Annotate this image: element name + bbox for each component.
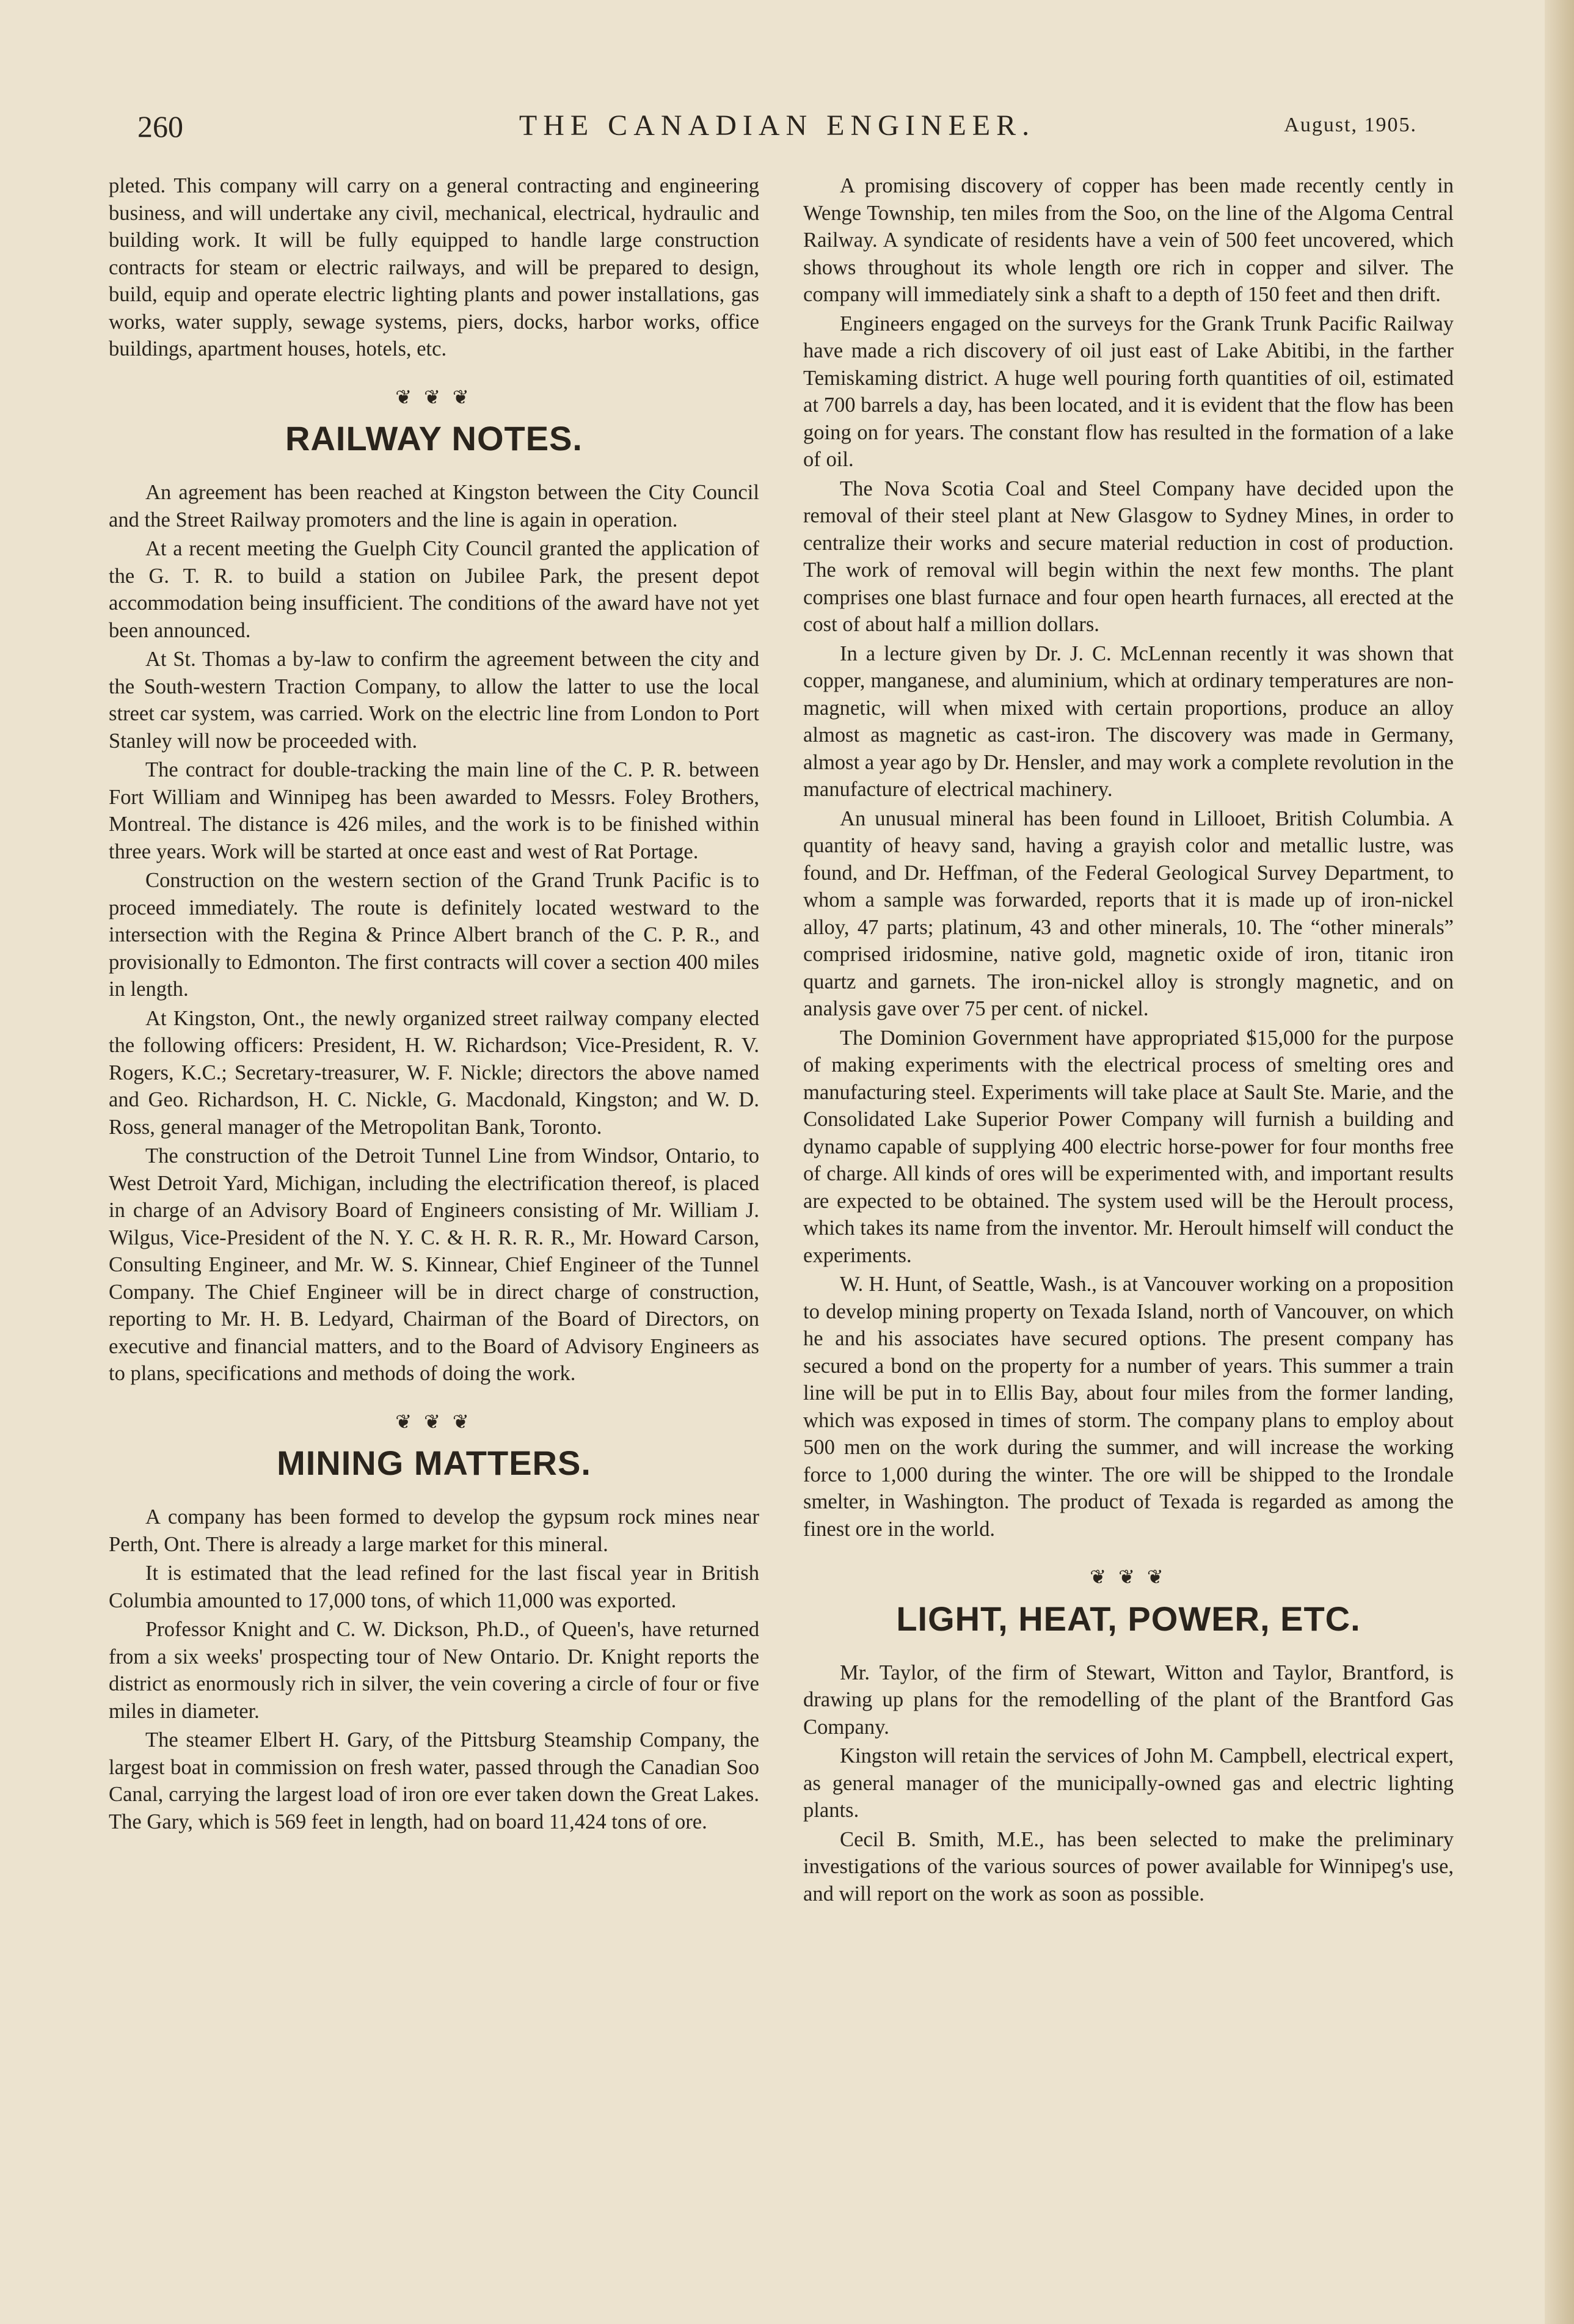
mining-paragraph: W. H. Hunt, of Seattle, Wash., is at Vancouver working on a proposition to develop mining property on Texada Island, north of Vancouver, on which he and his associates have secured options. The present company has secured a bond on the property for a number of years. This summer a train line will be put in to Ellis Bay, about four miles from the former landing, which was exposed in times of storm. The company plans to employ about 500 men on the work during the summer, and will increase the working force to 1,000 during the winter. The ore will be shipped to the Irondale smelter, in Washington. The product of Texada is regarded as among the finest ore in the world. xyxy=(803,1273,1454,1541)
mining-paragraph: The Dominion Government have appropriated $15,000 for the purpose of making experiments with the electrical process of smelting ores and manufacturing steel. Experiments will take place at Sault Ste. Marie, and the Consolidated Lake Superior Power Company will furnish a building and dynamo capable of supplying 400 electric horse-power for four months free of charge. All kinds of ores will be experimented with, and important results are expected to be obtained. The system used will be the Heroult process, which takes its name from the inventor. Mr. Heroult himself will conduct the experiments. xyxy=(803,1026,1454,1267)
railway-paragraph: The contract for double-tracking the main line of the C. P. R. between Fort William and Winnipeg has been awarded to Messrs. Foley Brothers, Montreal. The distance is 426 miles, and the work is to be finished within three years. Work will be started at once east and west of Rat Portage. xyxy=(109,758,759,863)
railway-notes-heading: RAILWAY NOTES. xyxy=(285,419,583,458)
railway-paragraph: Construction on the western section of the Grand Trunk Pacific is to proceed immediately. The route is definitely located westward to the intersection with the Regina & Prince Albert branch of the C. P. R., and provisionally to Edmonton. The first contracts will cover a section 400 miles in length. xyxy=(109,869,759,1001)
mining-paragraph: Engineers engaged on the surveys for the Grank Trunk Pacific Railway have made a rich discovery of oil just east of Lake Abitibi, in the farther Temiskaming district. A huge well pouring forth quantities of oil, estimated at 700 barrels a day, has been located, and it is evident that the flow has been going on for years. The constant flow has resulted in the formation of a lake of oil. xyxy=(803,312,1454,471)
mining-paragraph: The steamer Elbert H. Gary, of the Pittsburg Steamship Company, the largest boat in commission on fresh water, passed through the Canadian Soo Canal, carrying the largest load of iron ore ever taken down the Great Lakes. The Gary, which is 569 feet in length, had on board 11,424 tons of ore. xyxy=(109,1728,759,1833)
light-paragraph: Mr. Taylor, of the firm of Stewart, Witton and Taylor, Brantford, is drawing up plans for the remodelling of the plant of the Brantford Gas Company. xyxy=(803,1661,1454,1739)
journal-title: THE CANADIAN ENGINEER. xyxy=(519,109,1036,142)
railway-paragraph: An agreement has been reached at Kingston between the City Council and the Street Railway promoters and the line is again in operation. xyxy=(109,481,759,532)
issue-date: August, 1905. xyxy=(1284,114,1417,136)
mining-paragraph: In a lecture given by Dr. J. C. McLennan recently it was shown that copper, manganese, and aluminium, which at ordinary temperatures are non-magnetic, will when mixed with certain proportions, produce an alloy almost as magnetic as cast-iron. The discovery was made in Germany, almost a year ago by Dr. Hensler, and may work a complete revolution in the manufacture of electrical machinery. xyxy=(803,641,1454,801)
page-number: 260 xyxy=(137,109,183,144)
mining-paragraph: It is estimated that the lead refined for the last fiscal year in British Columbia amounted to 17,000 tons, of which 11,000 was exported. xyxy=(109,1562,759,1612)
mining-matters-heading: MINING MATTERS. xyxy=(277,1444,591,1482)
mining-paragraph: The Nova Scotia Coal and Steel Company have decided upon the removal of their steel plant at New Glasgow to Sydney Mines, in order to centralize their works and secure material reduction in cost of production. The work of removal will begin within the next few months. The plant comprises one blast furnace and four open hearth furnaces, all erected at the cost of about half a million dollars. xyxy=(803,477,1454,636)
railway-paragraph: At St. Thomas a by-law to confirm the agreement between the city and the South-western Traction Company, to allow the latter to use the local street car system, was carried. Work on the electric line from London to Port Stanley will now be proceeded with. xyxy=(109,648,759,753)
mining-paragraph: Professor Knight and C. W. Dickson, Ph.D., of Queen's, have returned from a six weeks' prospecting tour of New Ontario. Dr. Knight reports the district as enormously rich in silver, the vein covering a circle of four or five miles in diameter. xyxy=(109,1618,759,1723)
light-heat-power-heading: LIGHT, HEAT, POWER, ETC. xyxy=(896,1599,1361,1638)
mining-paragraph: A promising discovery of copper has been made recently cently in Wenge Township, ten miles from the Soo, on the line of the Algoma Central Railway. A syndicate of residents have a vein of 500 feet uncovered, which shows throughout its whole length ore rich in copper and silver. The company will immediately sink a shaft to a depth of 150 feet and then drift. xyxy=(803,174,1454,306)
section-ornament: ❦ ❦ ❦ xyxy=(395,1410,473,1433)
intro-paragraph: pleted. This company will carry on a general contracting and engineering business, and will undertake any civil, mechanical, electrical, hydraulic and building work. It will be fully equipped to handle large construction contracts for steam or electric railways, and will be prepared to design, build, equip and operate electric lighting plants and power installations, gas works, water supply, sewage systems, piers, docks, harbor works, office buildings, apartment houses, hotels, etc. xyxy=(109,174,759,360)
railway-paragraph: At Kingston, Ont., the newly organized street railway company elected the following officers: President, H. W. Richardson; Vice-President, R. V. Rogers, K.C.; Secretary-treasurer, W. F. Nickle; directors the above named and Geo. Richardson, H. C. Nickle, G. Macdonald, Kingston; and W. D. Ross, general manager of the Metropolitan Bank, Toronto. xyxy=(109,1006,759,1139)
page-edge xyxy=(1545,0,1574,2324)
section-ornament: ❦ ❦ ❦ xyxy=(395,386,473,408)
mining-paragraph: An unusual mineral has been found in Lillooet, British Columbia. A quantity of heavy sand, having a grayish color and metallic lustre, was found, and Dr. Heffman, of the Federal Geological Survey Department, to whom a sample was forwarded, reports that it is made up of iron-nickel alloy, 47 parts; platinum, 43 and other minerals, 10. The “other minerals” comprised iridosmine, native gold, magnetic oxide of iron, titanic iron quartz and garnets. The iron-nickel alloy is strongly magnetic, and on analysis gave over 75 per cent. of nickel. xyxy=(803,806,1454,1020)
right-column xyxy=(803,172,1454,1909)
light-paragraph: Cecil B. Smith, M.E., has been selected to make the preliminary investigations of the various sources of power available for Winnipeg's use, and will report on the work as soon as possible. xyxy=(803,1827,1454,1906)
running-header xyxy=(137,109,1417,152)
railway-paragraph: The construction of the Detroit Tunnel Line from Windsor, Ontario, to West Detroit Yard, Michigan, including the electrification thereof, is placed in charge of an Advisory Board of Engineers consisting of Mr. William J. Wilgus, Vice-President of the N. Y. C. & H. R. R. R., Mr. Howard Carson, Consulting Engineer, and Mr. W. S. Kinnear, Chief Engineer of the Tunnel Company. The Chief Engineer will be in direct charge of construction, reporting to Mr. H. B. Ledyard, Chairman of the Board of Directors, on executive and financial matters, and to the Board of Advisory Engineers as to plans, specifications and methods of doing the work. xyxy=(109,1144,759,1385)
section-ornament: ❦ ❦ ❦ xyxy=(1090,1566,1167,1588)
left-column xyxy=(109,172,759,1837)
mining-paragraph: A company has been formed to develop the gypsum rock mines near Perth, Ont. There is already a large market for this mineral. xyxy=(109,1505,759,1556)
light-paragraph: Kingston will retain the services of John M. Campbell, electrical expert, as general manager of the municipally-owned gas and electric lighting plants. xyxy=(803,1744,1454,1822)
railway-paragraph: At a recent meeting the Guelph City Council granted the application of the G. T. R. to build a station on Jubilee Park, the present depot accommodation being insufficient. The conditions of the award have not yet been announced. xyxy=(109,537,759,642)
